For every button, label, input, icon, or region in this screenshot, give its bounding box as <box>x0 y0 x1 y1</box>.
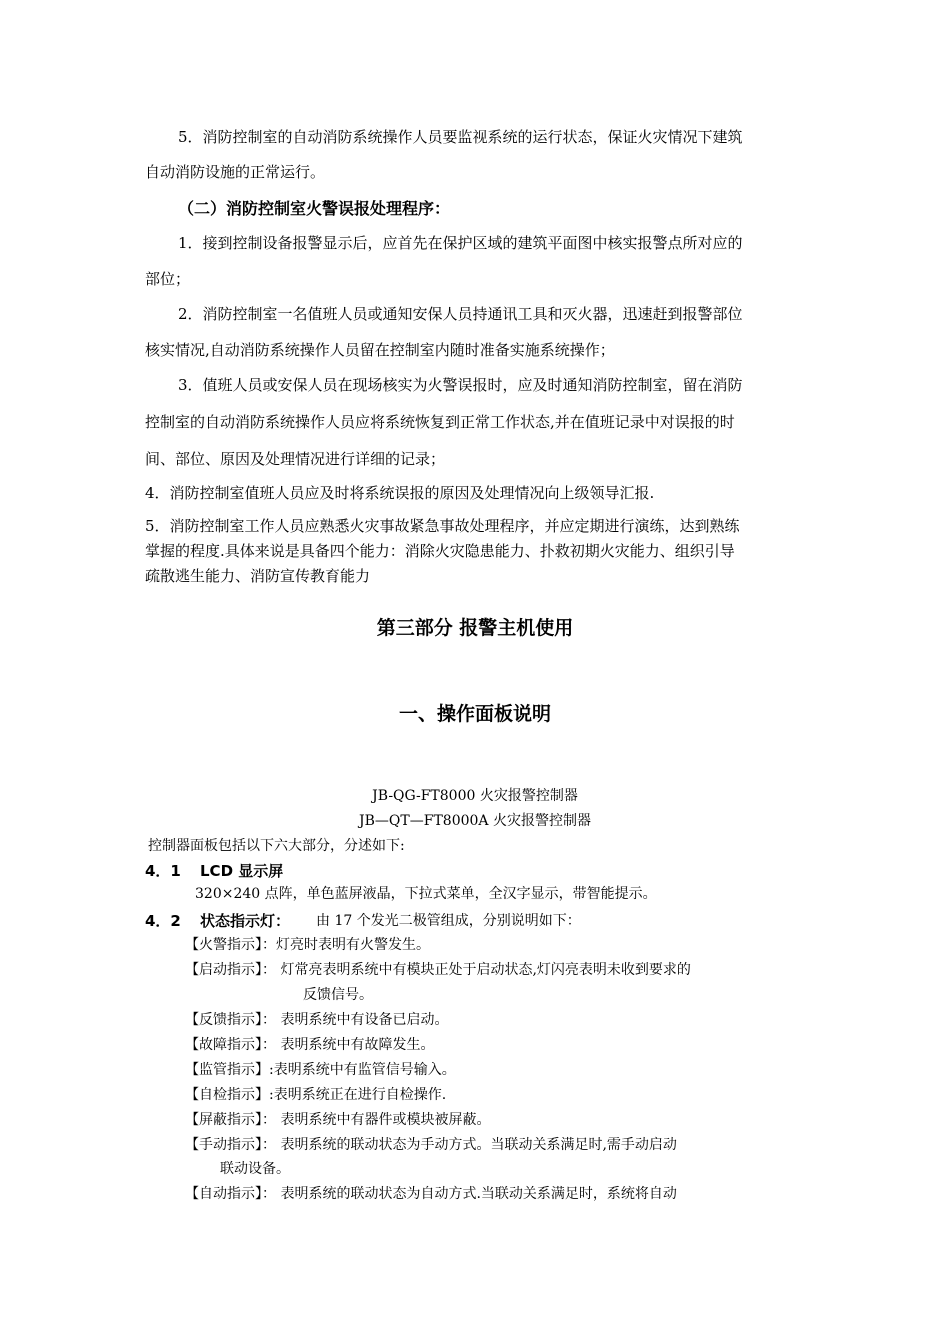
false-alarm-item5-line3: 疏散逃生能力、消防宣传教育能力 <box>145 567 371 585</box>
indicator-fire: 【火警指示】：灯亮时表明有火警发生。 <box>185 937 430 953</box>
s41-number: 4．1 <box>145 862 181 880</box>
panel-intro: 控制器面板包括以下六大部分，分述如下: <box>148 838 405 854</box>
indicator-feedback: 【反馈指示】： 表明系统中有设备已启动。 <box>185 1012 449 1028</box>
section-heading-false-alarm: （二）消防控制室火警误报处理程序： <box>178 199 451 218</box>
s41-text: 320×240 点阵，单色蓝屏液晶，下拉式菜单，全汉字显示，带智能提示。 <box>195 886 657 902</box>
s42-title: 状态指示灯： <box>200 912 291 930</box>
false-alarm-item3-line2: 控制室的自动消防系统操作人员应将系统恢复到正常工作状态,并在值班记录中对误报的时 <box>145 413 735 431</box>
false-alarm-item1-line2: 部位； <box>145 270 191 288</box>
false-alarm-item2-line2: 核实情况,自动消防系统操作人员留在控制室内随时准备实施系统操作； <box>145 341 615 359</box>
paragraph-item5-line2: 自动消防设施的正常运行。 <box>145 163 326 181</box>
indicator-manual-cont: 联动设备。 <box>220 1161 290 1177</box>
indicator-supervise: 【监管指示】:表明系统中有监管信号输入。 <box>185 1062 456 1078</box>
false-alarm-item5-line1: 5．消防控制室工作人员应熟悉火灾事故紧急事故处理程序，并应定期进行演练，达到熟练 <box>145 517 740 535</box>
s42-text: 由 17 个发光二极管组成，分别说明如下： <box>316 913 581 929</box>
indicator-fault: 【故障指示】： 表明系统中有故障发生。 <box>185 1037 435 1053</box>
indicator-selftest: 【自检指示】:表明系统正在进行自检操作. <box>185 1087 447 1103</box>
indicator-start-cont: 反馈信号。 <box>303 987 373 1003</box>
false-alarm-item3-line3: 间、部位、原因及处理情况进行详细的记录； <box>145 450 446 468</box>
indicator-manual: 【手动指示】： 表明系统的联动状态为手动方式。当联动关系满足时,需手动启动 <box>185 1137 677 1153</box>
false-alarm-item2-line1: 2．消防控制室一名值班人员或通知安保人员持通讯工具和灭火器，迅速赶到报警部位 <box>178 305 743 323</box>
false-alarm-item5-line2: 掌握的程度.具体来说是具备四个能力：消除火灾隐患能力、扑救初期火灾能力、组织引导 <box>145 542 735 560</box>
part3-title: 第三部分 报警主机使用 <box>376 617 574 639</box>
indicator-shield: 【屏蔽指示】： 表明系统中有器件或模块被屏蔽。 <box>185 1112 491 1128</box>
false-alarm-item4: 4．消防控制室值班人员应及时将系统误报的原因及处理情况向上级领导汇报. <box>145 484 655 502</box>
indicator-auto: 【自动指示】： 表明系统的联动状态为自动方式.当联动关系满足时，系统将自动 <box>185 1186 677 1202</box>
s42-number: 4．2 <box>145 912 181 930</box>
paragraph-item5-line1: 5．消防控制室的自动消防系统操作人员要监视系统的运行状态，保证火灾情况下建筑 <box>178 128 743 146</box>
model-line-2: JB—QT—FT8000A 火灾报警控制器 <box>359 813 591 829</box>
s41-title: LCD 显示屏 <box>200 862 284 880</box>
false-alarm-item1-line1: 1．接到控制设备报警显示后，应首先在保护区域的建筑平面图中核实报警点所对应的 <box>178 234 743 252</box>
false-alarm-item3-line1: 3．值班人员或安保人员在现场核实为火警误报时，应及时通知消防控制室，留在消防 <box>178 376 743 394</box>
model-line-1: JB-QG-FT8000 火灾报警控制器 <box>372 788 578 804</box>
section1-title: 一、操作面板说明 <box>398 703 551 725</box>
indicator-start: 【启动指示】： 灯常亮表明系统中有模块正处于启动状态,灯闪亮表明未收到要求的 <box>185 962 691 978</box>
